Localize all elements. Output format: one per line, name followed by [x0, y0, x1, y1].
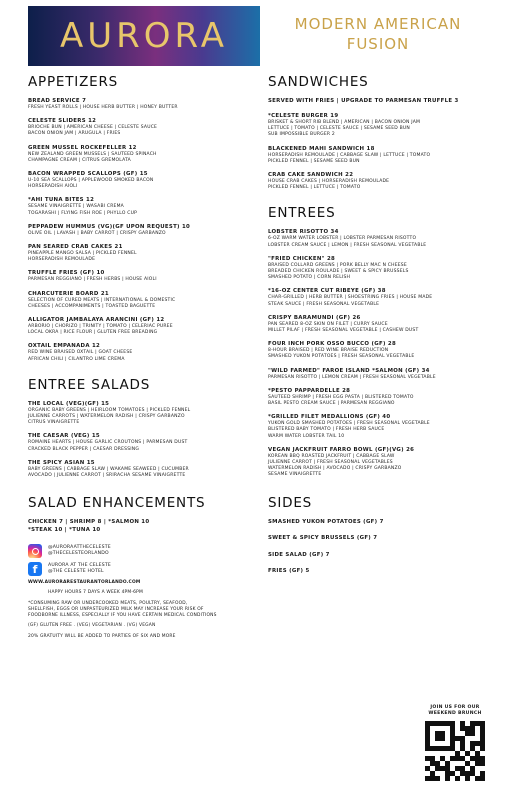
menu-item-name: THE SPICY ASIAN 15 [28, 459, 95, 466]
menu-item-description: WARM WATER LOBSTER TAIL 10 [268, 433, 345, 439]
menu-item-description: FRESH YEAST ROLLS | HOUSE HERB BUTTER | HONEY BUTTER [28, 105, 178, 110]
side-item: FRIES (GF) 5 [268, 568, 310, 575]
entree-salads-title: ENTREE SALADS [28, 376, 151, 393]
instagram-handle-2[interactable]: @THECELESTEORLANDO [48, 551, 109, 557]
menu-item-description: WATERMELON RADISH | AVOCADO | CRISPY GARBANZO [268, 466, 402, 472]
menu-item-name: CRAB CAKE SANDWICH 22 [268, 172, 354, 179]
sides-list [268, 519, 494, 576]
restaurant-logo: AURORA [59, 16, 229, 56]
menu-item-description: LOCAL OKRA | RICE FLOUR | GLUTEN FREE BREADING [28, 330, 158, 336]
menu-item-description: MILLET PILAF | FRESH SEASONAL VEGETABLE | CASHEW DUST [268, 328, 419, 334]
qr-module [480, 776, 485, 781]
salad-item [28, 433, 250, 452]
menu-item-description: PINEAPPLE MANGO SALSA | PICKLED FENNEL [28, 251, 137, 257]
consumer-warning [28, 601, 250, 620]
facebook-page-2[interactable]: @THE CELESTE HOTEL [48, 569, 104, 575]
menu-item-description: SMASHED POTATO | CORN RELISH [268, 275, 351, 281]
menu-item-name: THE LOCAL (VEG)(GF) 15 [28, 400, 110, 407]
menu-item-name: ALLIGATOR JAMBALAYA ARANCINI (GF) 12 [28, 317, 165, 324]
menu-item-description: RED WINE BRAISED OXTAIL | GOAT CHEESE [28, 350, 133, 356]
appetizer-item [28, 343, 250, 362]
menu-item-description: SELECTION OF CURED MEATS | INTERNATIONAL & DOMESTIC [28, 297, 176, 303]
menu-item-description: BREADED CHICKEN ROULADE | SWEET & SPICY BRUSSELS [268, 269, 409, 275]
appetizer-item [28, 118, 250, 137]
entree-item [268, 447, 494, 479]
menu-item-description: YUKON GOLD SMASHED POTATOES | FRESH SEASONAL VEGETABLE [268, 421, 430, 427]
sandwich-item [268, 113, 494, 139]
side-item: SIDE SALAD (GF) 7 [268, 551, 330, 558]
menu-item-description: OLIVE OIL | LAVASH | BABY CARROT | CRISPY GARBANZO [28, 230, 166, 236]
warning-line: FOODBORNE ILLNESS, ESPECIALLY IF YOU HAVE CERTAIN MEDICAL CONDITIONS [28, 613, 217, 619]
warning-line: *CONSUMING RAW OR UNDERCOOKED MEATS, POULTRY, SEAFOOD, [28, 600, 188, 606]
menu-item-name: "FRIED CHICKEN" 28 [268, 255, 336, 262]
entree-item [268, 414, 494, 440]
menu-item-description: CHEESES | ACCOMPANIMENTS | TOASTED BAGUETTE [28, 303, 156, 309]
menu-item-description: ROMAINE HEARTS | HOUSE GARLIC CROUTONS | PARMESAN DUST [28, 440, 188, 446]
menu-item-name: CRISPY BARAMUNDI (GF) 26 [268, 314, 361, 321]
left-column [28, 74, 250, 644]
menu-item-description: BABY GREENS | CABBAGE SLAW | WAKAME SEAWEED | CUCUMBER [28, 466, 189, 472]
brunch-qr-block [420, 705, 490, 781]
menu-item-description: NEW ZEALAND GREEN MUSSELS | SAUTEED SPINACH [28, 151, 157, 157]
sandwich-item [268, 172, 494, 191]
menu-item-name: CHARCUTERIE BOARD 21 [28, 290, 109, 297]
menu-item-description: BASIL PESTO CREAM SAUCE | PARMESAN REGGIANO [268, 401, 395, 407]
appetizer-item [28, 291, 250, 310]
menu-item-name: TRUFFLE FRIES (GF) 10 [28, 270, 105, 277]
facebook-page-1[interactable]: AURORA AT THE CELESTE [48, 562, 111, 568]
menu-item-description: HOUSE CRAB CAKES | HORSERADISH REMOULADE [268, 179, 390, 185]
menu-item-name: THE CAESAR (VEG) 15 [28, 433, 100, 440]
menu-item-name: *16-OZ CENTER CUT RIBEYE (GF) 38 [268, 288, 386, 295]
appetizer-item [28, 244, 250, 263]
warning-line: SHELLFISH, EGGS OR UNPASTEURIZED MILK MAY INCREASE YOUR RISK OF [28, 606, 204, 612]
enhancements-line-2: *STEAK 10 | *TUNA 10 [28, 526, 101, 533]
entrees-title: ENTREES [268, 205, 336, 222]
menu-item-description: LOBSTER CREAM SAUCE | LEMON | FRESH SEASONAL VEGETABLE [268, 242, 427, 248]
menu-item-name: CELESTE SLIDERS 12 [28, 118, 97, 125]
menu-item-description: CHAMPAGNE CREAM | CITRUS GREMOLATA [28, 157, 131, 163]
menu-item-description: SESAME VINAIGRETTE | WASABI CREMA [28, 204, 124, 210]
instagram-row[interactable] [28, 544, 250, 558]
menu-item-description: SMASHED YUKON POTATOES | FRESH SEASONAL VEGETABLE [268, 354, 415, 360]
website-link[interactable]: WWW.AURORARESTAURANTORLANDO.COM [28, 580, 141, 586]
instagram-handle-1[interactable]: @AURORAATTHECELESTE [48, 544, 111, 550]
gratuity-note: 20% GRATUITY WILL BE ADDED TO PARTIES OF SIX AND MORE [28, 633, 176, 639]
dietary-legend: (GF) GLUTEN FREE . (VEG) VEGETARIAN . (VG) VEGAN [28, 623, 156, 629]
sandwich-item [268, 146, 494, 165]
menu-item-description: SESAME VINAIGRETTE [268, 472, 322, 478]
menu-item-description: BLISTERED BABY TOMATO | FRESH HERB SAUCE [268, 427, 385, 433]
tagline [268, 14, 488, 54]
entree-item [268, 315, 494, 334]
menu-item-description: CITRUS VINAIGRETTE [28, 420, 80, 426]
happy-hours: HAPPY HOURS 7 DAYS A WEEK 4PM-6PM [48, 590, 144, 596]
menu-item-description: AVOCADO | JULIENNE CARROT | SRIRACHA SESAME VINAIGRETTE [28, 473, 186, 479]
menu-item-description: BRISKET & SHORT RIB BLEND | AMERICAN | BACON ONION JAM [268, 120, 421, 125]
menu-item-description: BACON ONION JAM | ARUGULA | FRIES [28, 131, 121, 137]
menu-item-name: PAN SEARED CRAB CAKES 21 [28, 244, 123, 251]
menu-item-name: GREEN MUSSEL ROCKEFELLER 12 [28, 144, 137, 151]
tagline-line-1: MODERN AMERICAN [294, 15, 462, 33]
menu-item-name: "WILD FARMED" FAROE ISLAND *SALMON (GF) 34 [268, 367, 430, 374]
menu-item-description: LETTUCE | TOMATO | CELESTE SAUCE | SESAME SEED BUN [268, 126, 410, 132]
appetizer-item [28, 317, 250, 336]
menu-item-name: PEPPADEW HUMMUS (VG)(GF UPON REQUEST) 10 [28, 223, 191, 230]
facebook-row[interactable] [28, 562, 250, 576]
menu-item-description: PICKLED FENNEL | LETTUCE | TOMATO [268, 185, 361, 191]
menu-item-name: OXTAIL EMPANADA 12 [28, 343, 101, 350]
menu-item-description: 6-OZ WARM WATER LOBSTER | LOBSTER PARMESAN RISOTTO [268, 236, 417, 242]
menu-item-description: SAUTEED SHRIMP | FRESH EGG PASTA | BLISTERED TOMATO [268, 394, 414, 400]
menu-item-description: SUB IMPOSSIBLE BURGER 2 [268, 132, 335, 138]
tagline-line-2: FUSION [346, 35, 410, 53]
side-item: SWEET & SPICY BRUSSELS (GF) 7 [268, 535, 378, 542]
menu-item-name: BLACKENED MAHI SANDWICH 18 [268, 145, 375, 152]
menu-item-description: ORGANIC BABY GREENS | HEIRLOOM TOMATOES | PICKLED FENNEL [28, 407, 191, 413]
salad-item [28, 460, 250, 479]
sandwiches-list [268, 113, 494, 191]
enhancements-line-1: CHICKEN 7 | SHRIMP 8 | *SALMON 10 [28, 519, 150, 526]
menu-item-description: KOREAN BBQ ROASTED JACKFRUIT | CABBAGE SLAW [268, 453, 395, 459]
right-column [268, 74, 494, 585]
facebook-icon[interactable]: f [28, 562, 42, 576]
brunch-caption [420, 705, 490, 718]
brunch-caption-line-2: WEEKEND BRUNCH [428, 711, 482, 717]
menu-item-description: PARMESAN REGGIANO | FRESH HERBS | HOUSE AIOLI [28, 277, 157, 283]
sandwiches-subtitle: SERVED WITH FRIES | UPGRADE TO PARMESAN TRUFFLE 3 [268, 98, 459, 104]
instagram-icon[interactable] [28, 544, 42, 558]
entree-item [268, 229, 494, 248]
menu-item-name: LOBSTER RISOTTO 34 [268, 229, 339, 236]
brunch-caption-line-1: JOIN US FOR OUR [430, 705, 480, 710]
appetizer-item [28, 171, 250, 190]
appetizer-item [28, 145, 250, 164]
menu-item-description: U-10 SEA SCALLOPS | APPLEWOOD SMOKED BACON [28, 178, 154, 184]
appetizer-item [28, 224, 250, 237]
menu-item-name: VEGAN JACKFRUIT FARRO BOWL (GF)(VG) 26 [268, 446, 415, 453]
menu-item-description: JULIENNE CARROT | FRESH SEASONAL VEGETABLES [268, 460, 393, 466]
menu-item-description: STEAK SAUCE | FRESH SEASONAL VEGETABLE [268, 301, 380, 307]
menu-item-description: CRACKED BLACK PEPPER | CAESAR DRESSING [28, 446, 140, 452]
sandwiches-title: SANDWICHES [268, 74, 369, 90]
side-item: SMASHED YUKON POTATOES (GF) 7 [268, 518, 384, 525]
menu-item-description: HORSERADISH REMOULADE [28, 257, 96, 263]
qr-code[interactable] [425, 721, 485, 781]
menu-item-description: 8-HOUR BRAISED | RED WINE BRAISE REDUCTION [268, 348, 389, 354]
appetizers-list [28, 98, 250, 363]
entree-item [268, 256, 494, 282]
entree-item [268, 368, 494, 381]
menu-item-name: FOUR INCH PORK OSSO BUCCO (GF) 28 [268, 341, 397, 348]
menu-item-description: AFRICAN CHILI | CILANTRO LIME CREMA [28, 356, 125, 362]
sides-title: SIDES [268, 494, 313, 511]
appetizers-title: APPETIZERS [28, 74, 119, 90]
menu-item-description: BRAISED COLLARD GREENS | PORK BELLY MAC N CHEESE [268, 262, 407, 268]
appetizer-item [28, 98, 250, 111]
salad-enhancements-title: SALAD ENHANCEMENTS [28, 495, 206, 512]
menu-item-description: HORSERADISH AIOLI [28, 184, 78, 190]
menu-item-name: *AHI TUNA BITES 12 [28, 197, 95, 204]
entree-item [268, 341, 494, 360]
salad-item [28, 401, 250, 427]
entree-item [268, 388, 494, 407]
menu-item-description: HORSERADISH REMOULADE | CABBAGE SLAW | LETTUCE | TOMATO [268, 152, 431, 158]
entree-item [268, 288, 494, 307]
menu-item-name: *PESTO PAPPARDELLE 28 [268, 387, 351, 394]
entrees-list [268, 229, 494, 478]
menu-item-description: ARBORIO | CHORIZO | TRINITY | TOMATO | CELERIAC PUREE [28, 324, 173, 330]
menu-item-description: BRIOCHE BUN | AMERICAN CHEESE | CELESTE SAUCE [28, 125, 158, 131]
menu-item-name: BACON WRAPPED SCALLOPS (GF) 15 [28, 171, 148, 178]
menu-item-name: *GRILLED FILET MEDALLIONS (GF) 40 [268, 414, 391, 421]
menu-item-name: BREAD SERVICE 7 [28, 98, 87, 104]
menu-item-description: PARMESAN RISOTTO | LEMON CREAM | FRESH SEASONAL VEGETABLE [268, 374, 436, 380]
entree-salads-list [28, 401, 250, 479]
menu-item-description: PICKLED FENNEL | SESAME SEED BUN [268, 158, 360, 164]
menu-item-description: PAN SEARED 8-OZ SKIN ON FILET | CURRY SAUCE [268, 321, 388, 327]
menu-item-description: JULIENNE CARROTS | WATERMELON RADISH | CRISPY GARBANZO [28, 414, 185, 420]
menu-item-name: *CELESTE BURGER 19 [268, 113, 339, 119]
appetizer-item [28, 270, 250, 283]
appetizer-item [28, 197, 250, 216]
logo-banner [28, 6, 260, 66]
menu-item-description: TOGARASHI | FLYING FISH ROE | PHYLLO CUP [28, 210, 137, 216]
menu-item-description: CHAR-GRILLED | HERB BUTTER | SHOESTRING FRIES | HOUSE MADE [268, 295, 433, 301]
